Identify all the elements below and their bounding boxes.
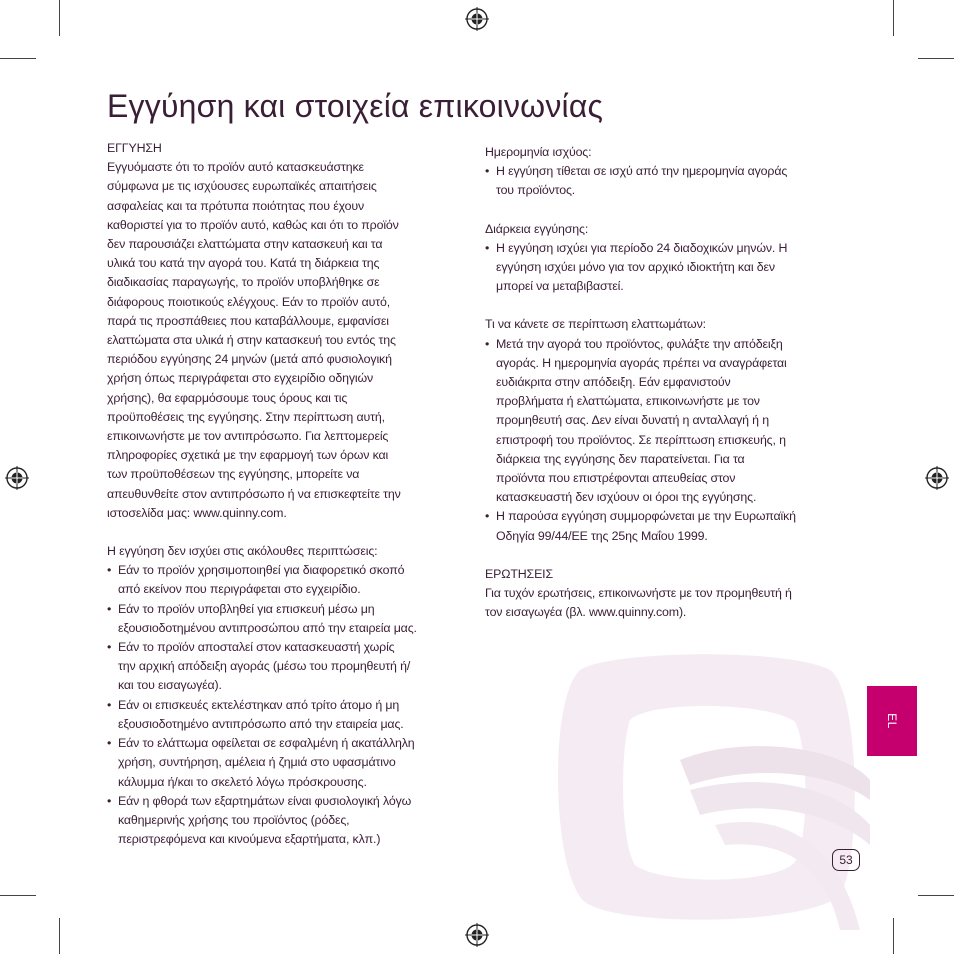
- text-line: Εγγυόμαστε ότι το προϊόν αυτό κατασκευάστηκε: [107, 160, 364, 175]
- list-item: [107, 734, 457, 792]
- text-line: κατασκευαστή δεν ισχύουν οι όροι της εγγύησης.: [496, 490, 757, 505]
- crop-mark: [918, 895, 954, 896]
- crop-mark: [918, 58, 954, 59]
- text-line: τον εισαγωγέα (βλ. www.quinny.com).: [485, 605, 687, 620]
- defects-heading: Τι να κάνετε σε περίπτωση ελαττωμάτων:: [485, 317, 706, 332]
- text-line: καθοριστεί για το προϊόν αυτό, καθώς και ότι το προϊόν: [107, 217, 399, 232]
- registration-mark-icon: [925, 466, 949, 490]
- text-line: εγγύηση ισχύει μόνο για τον αρχικό ιδιοκτήτη και δεν: [496, 260, 775, 275]
- language-tab-label: EL: [885, 713, 899, 729]
- text-line: καθημερινής χρήσης του προϊόντος (ρόδες,: [118, 812, 350, 827]
- text-line: σύμφωνα με τις ισχύουσες ευρωπαϊκές απαιτήσεις: [107, 179, 377, 194]
- page-title: Εγγύηση και στοιχεία επικοινωνίας: [107, 88, 604, 124]
- registration-mark-icon: [5, 466, 29, 490]
- text-line: μπορεί να μεταβιβαστεί.: [496, 279, 624, 294]
- text-line: Οδηγία 99/44/ΕΕ της 25ης Μαΐου 1999.: [496, 528, 708, 543]
- text-line: δεν παρουσιάζει ελαττώματα στην κατασκευή και τα: [107, 237, 383, 252]
- text-line: περιστρεφόμενα και κινούμενα εξαρτήματα, κλπ.): [118, 832, 381, 847]
- text-line: από εκείνον που περιγράφεται στο εγχειρίδιο.: [118, 582, 361, 597]
- start-date-list: [485, 162, 837, 200]
- left-column: [107, 139, 457, 849]
- list-item: [485, 239, 837, 297]
- text-line: την αρχική απόδειξη αγοράς (μέσω του προμηθευτή ή/: [118, 659, 411, 674]
- crop-mark: [893, 918, 894, 954]
- crop-mark: [893, 0, 894, 36]
- list-item: [107, 792, 457, 850]
- text-line: • Η εγγύηση τίθεται σε ισχύ από την ημερομηνία αγοράς: [496, 164, 788, 179]
- list-item: [485, 335, 837, 508]
- text-line: προϋποθέσεις της εγγύησης. Στην περίπτωση αυτή,: [107, 409, 385, 424]
- list-item: [107, 696, 457, 734]
- text-line: ελαττώματα στα υλικά ή στην κατασκευή του εντός της: [107, 333, 396, 348]
- text-line: προμηθευτή σας. Δεν είναι δυνατή η ανταλλαγή ή η: [496, 413, 769, 428]
- exclusions-list: [107, 561, 457, 849]
- text-line: • Εάν το προϊόν χρησιμοποιηθεί για διαφορετικό σκοπό: [118, 563, 405, 578]
- text-line: χρήση όπως περιγράφεται στο εγχειρίδιο οδηγιών: [107, 371, 374, 386]
- text-line: Για τυχόν ερωτήσεις, επικοινωνήστε με τον προμηθευτή ή: [485, 586, 792, 601]
- warranty-text: [107, 158, 457, 523]
- text-line: • Η εγγύηση ισχύει για περίοδο 24 διαδοχικών μηνών. Η: [496, 240, 788, 255]
- registration-mark-icon: [465, 7, 489, 31]
- registration-mark-icon: [465, 923, 489, 947]
- text-line: • Η παρούσα εγγύηση συμμορφώνεται με την Ευρωπαϊκή: [496, 509, 796, 524]
- crop-mark: [0, 58, 36, 59]
- text-line: χρήση, συντήρηση, αμέλεια ή ζημιά στο υφασμάτινο: [118, 755, 396, 770]
- language-tab: [867, 686, 917, 756]
- warranty-heading: ΕΓΓΥΗΣΗ: [107, 141, 162, 155]
- text-line: εξουσιοδοτημένου αντιπροσώπου από την εταιρεία μας.: [118, 620, 417, 635]
- text-line: υλικά του κατά την αγορά του. Κατά τη διάρκεια της: [107, 256, 380, 271]
- text-line: διάφορους ποιοτικούς ελέγχους. Εάν το προϊόν αυτό,: [107, 294, 391, 309]
- text-line: • Εάν η φθορά των εξαρτημάτων είναι φυσιολογική λόγω: [118, 793, 412, 808]
- text-line: ασφαλείας και τα πρότυπα ποιότητας που έχουν: [107, 198, 365, 213]
- text-line: • Εάν το προϊόν αποσταλεί στον κατασκευαστή χωρίς: [118, 640, 395, 655]
- text-line: των προϋποθέσεων της εγγύησης, μπορείτε να: [107, 467, 360, 482]
- text-line: πληροφορίες σχετικά με την εφαρμογή των όρων και: [107, 448, 389, 463]
- text-line: του προϊόντος.: [496, 183, 576, 198]
- list-item: [485, 507, 837, 545]
- text-line: • Εάν το ελάττωμα οφείλεται σε εσφαλμένη ή ακατάλληλη: [118, 736, 415, 751]
- duration-list: [485, 239, 837, 297]
- text-line: αγοράς. Η ημερομηνία αγοράς πρέπει να αναγράφεται: [496, 355, 787, 370]
- text-line: • Εάν το προϊόν υποβληθεί για επισκευή μέσω μη: [118, 601, 375, 616]
- duration-heading: Διάρκεια εγγύησης:: [485, 221, 589, 236]
- text-line: περιόδου εγγύησης 24 μηνών (μετά από φυσιολογική: [107, 352, 392, 367]
- list-item: [107, 600, 457, 638]
- list-item: [485, 162, 837, 200]
- list-item: [107, 561, 457, 599]
- text-line: επικοινωνήστε με τον αντιπρόσωπο. Για λεπτομερείς: [107, 429, 389, 444]
- questions-heading: ΕΡΩΤΗΣΕΙΣ: [485, 566, 553, 581]
- page-number: 53: [832, 849, 860, 871]
- text-line: προβλήματα ή ελαττώματα, επικοινωνήστε με τον: [496, 394, 760, 409]
- text-line: απευθυνθείτε στον αντιπρόσωπο ή να επισκεφτείτε την: [107, 486, 401, 501]
- right-column: [485, 143, 837, 622]
- questions-text: [485, 584, 837, 622]
- start-date-heading: Ημερομηνία ισχύος:: [485, 145, 592, 159]
- text-line: και του εισαγωγέα).: [118, 678, 222, 693]
- text-line: διάρκεια της εγγύησης δεν παρατείνεται. Για τα: [496, 451, 745, 466]
- text-line: διαδικασίας παραγωγής, το προϊόν υποβλήθηκε σε: [107, 275, 380, 290]
- text-line: εξουσιοδοτημένο αντιπρόσωπο από την εταιρεία μας.: [118, 716, 404, 731]
- text-line: παρά τις προσπάθειες που καταβάλλουμε, εμφανίσει: [107, 313, 389, 328]
- crop-mark: [0, 895, 36, 896]
- text-line: χρήσης), θα εφαρμόσουμε τους όρους και τις: [107, 390, 348, 405]
- crop-mark: [59, 918, 60, 954]
- exclusions-heading: Η εγγύηση δεν ισχύει στις ακόλουθες περιπτώσεις:: [107, 544, 378, 559]
- text-line: • Εάν οι επισκευές εκτελέστηκαν από τρίτο άτομο ή μη: [118, 697, 400, 712]
- text-line: προϊόντα που επιστρέφονται απευθείας στον: [496, 471, 736, 486]
- list-item: [107, 638, 457, 696]
- text-line: κάλυμμα ή/και το σκελετό λόγω πρόσκρουσης.: [118, 774, 367, 789]
- defects-list: [485, 335, 837, 546]
- crop-mark: [59, 0, 60, 36]
- text-line: ευδιάκριτα στην απόδειξη. Εάν εμφανιστούν: [496, 375, 731, 390]
- text-line: ιστοσελίδα μας: www.quinny.com.: [107, 505, 287, 520]
- text-line: επιστροφή του προϊόντος. Σε περίπτωση επισκευής, η: [496, 432, 786, 447]
- brand-logo-watermark: [540, 640, 870, 930]
- text-line: • Μετά την αγορά του προϊόντος, φυλάξτε την απόδειξη: [496, 336, 783, 351]
